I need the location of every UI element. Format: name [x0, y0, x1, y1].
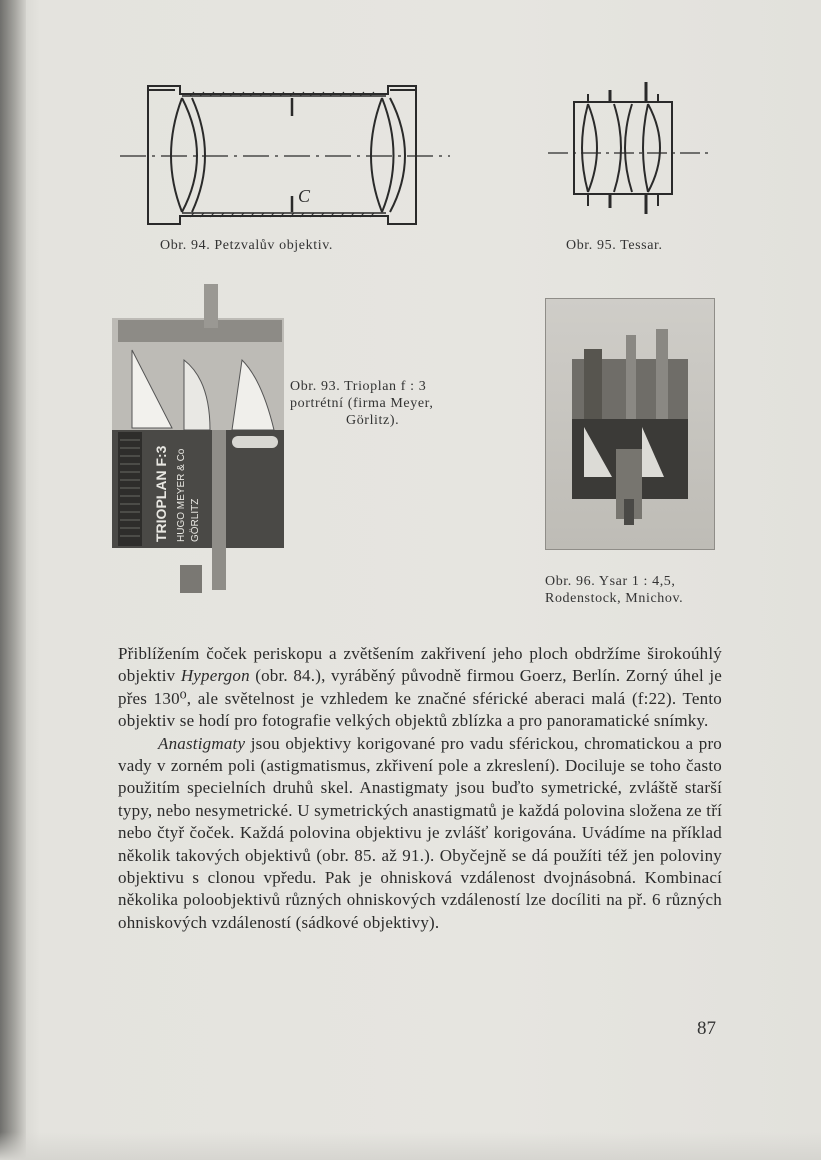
paragraph-1-text: Přiblížením čoček periskopu a zvětšením zakřivení jeho ploch obdržíme širokoúhlý objektiv: [118, 644, 722, 686]
figure-96-caption-line: Obr. 96. Ysar 1 : 4,5,: [545, 574, 676, 589]
figure-94: [120, 76, 450, 241]
figure-94-caption: Obr. 94. Petzvalův objektiv.: [160, 238, 333, 253]
figure-95-caption: Obr. 95. Tessar.: [566, 238, 663, 253]
page-number: 87: [697, 1018, 716, 1039]
paragraph-1-rest: (obr. 84.), vyráběný původně firmou Goerz, Berlín. Zorný úhel je přes 130⁰, ale světelnost je vzhledem ke značné sférické aberaci malá (f:22). Tento objektiv se hodí pro fotografie velkých objektů zblízka a pro panoramatické snímky.: [118, 666, 723, 731]
figure-96-caption-line: Rodenstock, Mnichov.: [545, 591, 684, 606]
paragraph-1: [118, 643, 722, 733]
figure-93: [112, 280, 292, 605]
figure-93-caption-line: portrétní (firma Meyer,: [290, 396, 434, 411]
page-gutter: [0, 0, 26, 1160]
trioplan-lens-photo-icon: [112, 280, 292, 600]
figure-96: [545, 298, 715, 550]
body-text: [118, 643, 722, 934]
tessar-lens-diagram-icon: [548, 82, 708, 222]
petzval-lens-diagram-icon: [120, 76, 450, 236]
figure-95: [548, 82, 708, 227]
engraving-line-3: GÖRLITZ: [190, 498, 201, 542]
term-hypergon: Hypergon: [180, 666, 250, 686]
term-anastigmaty: Anastigmaty: [158, 733, 246, 753]
page-bottom-shadow: [0, 1132, 821, 1160]
figure-93-caption-line: Görlitz).: [346, 413, 400, 428]
stop-label: C: [298, 186, 311, 206]
engraving-line-1: TRIOPLAN F:3: [153, 445, 169, 542]
figure-93-caption-line: Obr. 93. Trioplan f : 3: [290, 379, 427, 394]
figure-93-caption: [290, 378, 490, 429]
paragraph-2-rest: jsou objektivy korigované pro vadu sférickou, chromatickou a pro vady v zorném poli (astigmatismus, zkřivení pole a zkreslení). Dociluje se toho často použitím specielních druhů skel. Anastigmaty jsou buďto symetrické, zvláště starší typy, nebo nesymetrické. U symetrických anastigmatů je každá polovina složena ze tří nebo čtyř čoček. Každá polovina objektivu je zvlášť korigována. Uvádíme na příklad několik takových objektivů (obr. 85. až 91.). Obyčejně se dá použíti též jen poloviny objektivu s clonou vpředu. Pak je ohnisková vzdálenost dvojnásobná. Kombinací několika poloobjektivů různých ohniskových vzdáleností lze docíliti na př. 6 různých ohniskových vzdáleností (sádkové objektivy).: [118, 733, 723, 932]
paragraph-2: [118, 733, 722, 935]
ysar-lens-photo-icon: [546, 299, 714, 549]
engraving-line-2: HUGO MEYER & Co: [176, 448, 187, 542]
figure-96-caption: [545, 573, 725, 607]
